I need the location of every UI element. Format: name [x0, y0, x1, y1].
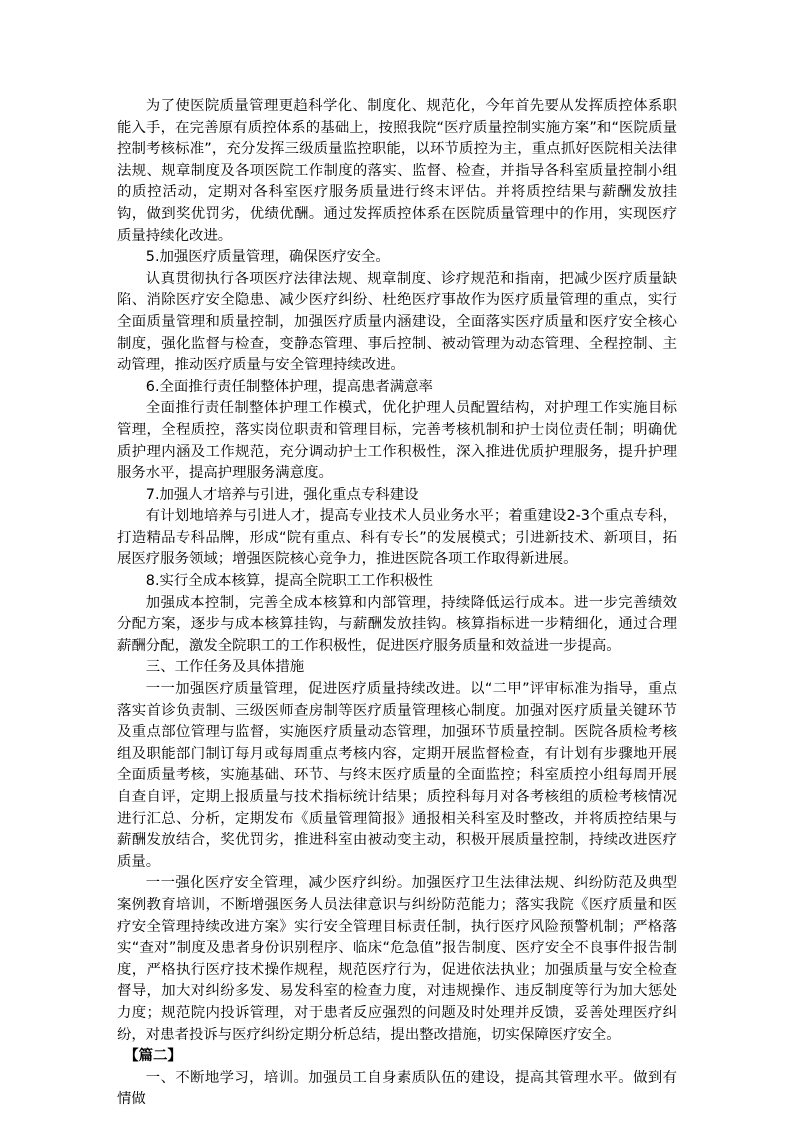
- paragraph-nursing: 全面推行责任制整体护理工作模式，优化护理人员配置结构，对护理工作实施目标管理，全程质控，落实岗位职责和管理目标，完善考核机制和护士岗位责任制；明确优质护理内涵及工作规范，充分调动护士工作积极性，深入推进优质护理服务，提升护理服务水平，提高护理服务满意度。: [117, 400, 677, 482]
- heading-5-medical-safety: 5.加强医疗质量管理，确保医疗安全。: [145, 249, 390, 266]
- heading-7-talent: 7.加强人才培养与引进，强化重点专科建设: [145, 486, 419, 503]
- paragraph-quality-management: 一一加强医疗质量管理，促进医疗质量持续改进。以“二甲”评审标准为指导，重点落实首诊负责制、三级医师查房制等医疗质量管理核心制度。加强对医疗质量关键环节及重点部位管理与监督，实施医疗质量动态管理，加强环节质量控制。医院各质检考核组及职能部门制订每月或每周重点考核内容，定期开展监督检查，有计划有步骤地开展全面质量考核，实施基础、环节、与终末医疗质量的全面监控；科室质控小组每周开展自查自评，定期上报质量与技术指标统计结果；质控科每月对各考核组的质检考核情况进行汇总、分析，定期发布《质量管理简报》通报相关科室及时整改，并将质控结果与薪酬发放结合，奖优罚劣，推进科室由被动变主动，积极开展质量控制，持续改进医疗质量。: [117, 681, 677, 870]
- paragraph-learning-training: 一、不断地学习，培训。加强员工自身素质队伍的建设，提高其管理水平。做到有情做: [117, 1069, 677, 1108]
- paragraph-cost-accounting: 加强成本控制，完善全成本核算和内部管理，持续降低运行成本。进一步完善绩效分配方案，逐步与成本核算挂钩，与薪酬发放挂钩。核算指标进一步精细化，通过合理薪酬分配，激发全院职工的工作积极性，促进医疗服务质量和效益进一步提高。: [117, 594, 677, 654]
- paragraph-talent: 有计划地培养与引进人才，提高专业技术人员业务水平；着重建设2-3个重点专科，打造精品专科品牌，形成“院有重点、科有专长”的发展模式；引进新技术、新项目，拓展医疗服务领域；增强医院核心竞争力，推进医院各项工作取得新进展。: [117, 508, 677, 568]
- section-title-part-two: 【篇二】: [124, 1048, 182, 1065]
- paragraph-medical-safety: 认真贯彻执行各项医疗法律法规、规章制度、诊疗规范和指南，把减少医疗质量缺陷、消除医疗安全隐患、减少医疗纠纷、杜绝医疗事故作为医疗质量管理的重点，实行全面质量管理和质量控制，加强医疗质量内涵建设，全面落实医疗质量和医疗安全核心制度，强化监督与检查，变静态管理、事后控制、被动管理为动态管理、全程控制、主动管理，推动医疗质量与安全管理持续改进。: [117, 270, 677, 374]
- heading-3-tasks-measures: 三、工作任务及具体措施: [145, 659, 305, 676]
- heading-8-cost-accounting: 8.实行全成本核算，提高全院职工工作积极性: [145, 573, 433, 590]
- document-page: [117, 96, 677, 1111]
- paragraph-quality-control-system: 为了使医院质量管理更趋科学化、制度化、规范化，今年首先要从发挥质控体系职能入手，在完善原有质控体系的基础上，按照我院“医疗质量控制实施方案”和“医院质量控制考核标准”，充分发挥三级质量监控职能，以环节质控为主，重点抓好医院相关法律法规、规章制度及各项医院工作制度的落实、监督、检查，并指导各科室质量控制小组的质控活动，定期对各科室医疗服务质量进行终末评估。并将质控结果与薪酬发放挂钩，做到奖优罚劣，优绩优酬。通过发挥质控体系在医院质量管理中的作用，实现医疗质量持续化改进。: [117, 98, 677, 244]
- paragraph-safety-management: 一一强化医疗安全管理，减少医疗纠纷。加强医疗卫生法律法规、纠纷防范及典型案例教育培训，不断增强医务人员法律意识与纠纷防范能力；落实我院《医疗质量和医疗安全管理持续改进方案》实行安全管理目标责任制，执行医疗风险预警机制；严格落实“查对”制度及患者身份识别程序、临床“危急值”报告制度、医疗安全不良事件报告制度，严格执行医疗技术操作规程，规范医疗行为，促进依法执业；加强质量与安全检查督导，加大对纠纷多发、易发科室的检查力度，对违规操作、违反制度等行为加大惩处力度；规范院内投诉管理，对于患者反应强烈的问题及时处理并反馈，妥善处理医疗纠纷，对患者投诉与医疗纠纷定期分析总结，提出整改措施，切实保障医疗安全。: [117, 875, 677, 1043]
- heading-6-nursing: 6.全面推行责任制整体护理，提高患者满意率: [145, 378, 433, 395]
